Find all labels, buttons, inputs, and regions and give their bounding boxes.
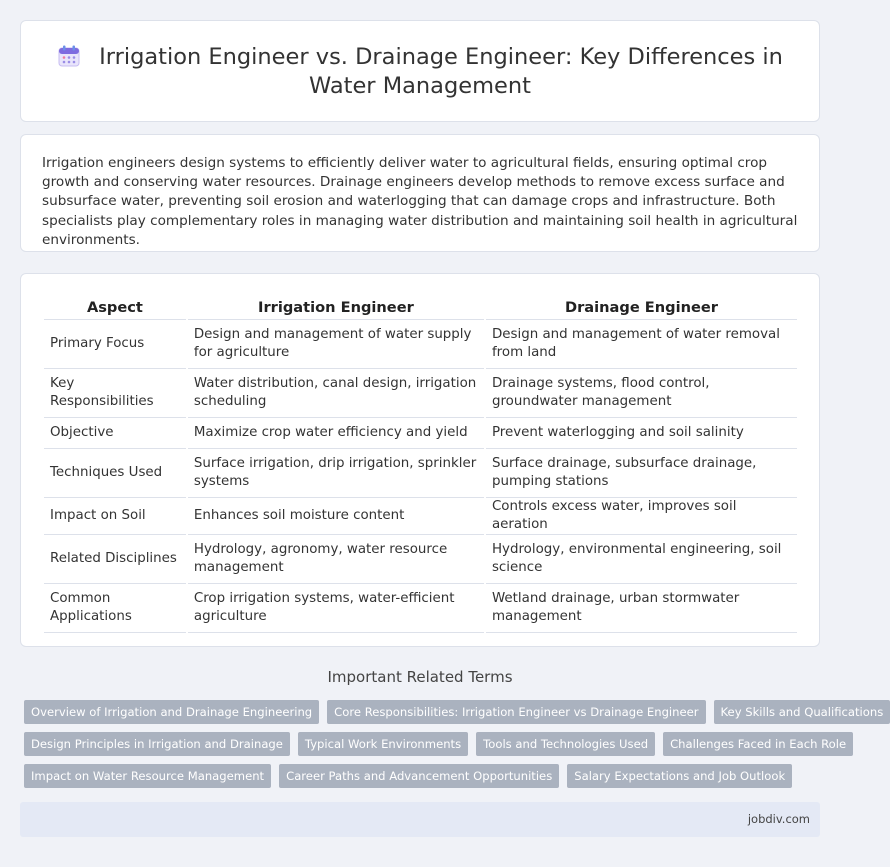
row-drainage: Controls excess water, improves soil aeration	[486, 498, 797, 535]
table-row	[44, 584, 797, 633]
related-term-tag[interactable]: Overview of Irrigation and Drainage Engineering	[24, 700, 319, 724]
tag-row	[24, 700, 884, 724]
page-title	[41, 43, 799, 101]
table-row	[44, 498, 797, 535]
comparison-table	[42, 296, 799, 633]
row-aspect: Primary Focus	[44, 320, 186, 369]
row-irrigation: Water distribution, canal design, irrigation scheduling	[188, 369, 484, 418]
related-term-tag[interactable]: Challenges Faced in Each Role	[663, 732, 853, 756]
row-irrigation: Hydrology, agronomy, water resource management	[188, 535, 484, 584]
comparison-table-card	[20, 273, 820, 647]
intro-card	[20, 134, 820, 252]
footer-site-link[interactable]: jobdiv.com	[747, 812, 810, 826]
row-drainage: Surface drainage, subsurface drainage, pumping stations	[486, 449, 797, 498]
row-drainage: Wetland drainage, urban stormwater management	[486, 584, 797, 633]
row-aspect: Related Disciplines	[44, 535, 186, 584]
table-row	[44, 320, 797, 369]
title-wrap	[21, 43, 819, 101]
footer	[20, 802, 820, 837]
related-term-tag[interactable]: Key Skills and Qualifications	[714, 700, 890, 724]
row-irrigation: Maximize crop water efficiency and yield	[188, 418, 484, 449]
row-drainage: Design and management of water removal from land	[486, 320, 797, 369]
related-terms-heading: Important Related Terms	[327, 668, 513, 686]
row-aspect: Objective	[44, 418, 186, 449]
row-aspect: Techniques Used	[44, 449, 186, 498]
tag-row	[24, 764, 824, 788]
header-aspect: Aspect	[44, 296, 186, 320]
row-irrigation: Surface irrigation, drip irrigation, sprinkler systems	[188, 449, 484, 498]
calendar-icon	[57, 44, 81, 68]
row-aspect: Impact on Soil	[44, 498, 186, 535]
related-term-tag[interactable]: Core Responsibilities: Irrigation Engineer vs Drainage Engineer	[327, 700, 705, 724]
page-title-text: Irrigation Engineer vs. Drainage Engineer: Key Differences in Water Management	[99, 44, 783, 99]
table-header-row	[44, 296, 797, 320]
row-irrigation: Enhances soil moisture content	[188, 498, 484, 535]
related-term-tag[interactable]: Impact on Water Resource Management	[24, 764, 271, 788]
related-term-tag[interactable]: Design Principles in Irrigation and Drainage	[24, 732, 290, 756]
related-terms-tags	[24, 700, 884, 796]
title-card	[20, 20, 820, 122]
related-term-tag[interactable]: Career Paths and Advancement Opportunities	[279, 764, 559, 788]
header-irrigation-engineer: Irrigation Engineer	[188, 296, 484, 320]
row-aspect: Key Responsibilities	[44, 369, 186, 418]
row-aspect: Common Applications	[44, 584, 186, 633]
intro-paragraph: Irrigation engineers design systems to efficiently deliver water to agricultural fields, ensuring optimal crop growth and conserving water resources. Drainage engineers develop methods to remove excess surface and subsurface water, preventing soil erosion and waterlogging that can damage crops and infrastructure. Both specialists play complementary roles in managing water distribution and maintaining soil health in agricultural environments.	[42, 155, 798, 248]
row-irrigation: Design and management of water supply for agriculture	[188, 320, 484, 369]
table-row	[44, 535, 797, 584]
header-drainage-engineer: Drainage Engineer	[486, 296, 797, 320]
row-drainage: Hydrology, environmental engineering, soil science	[486, 535, 797, 584]
table-row	[44, 449, 797, 498]
row-irrigation: Crop irrigation systems, water-efficient agriculture	[188, 584, 484, 633]
row-drainage: Drainage systems, flood control, groundwater management	[486, 369, 797, 418]
related-term-tag[interactable]: Salary Expectations and Job Outlook	[567, 764, 792, 788]
related-term-tag[interactable]: Typical Work Environments	[298, 732, 468, 756]
table-row	[44, 369, 797, 418]
tag-row	[24, 732, 847, 756]
table-row	[44, 418, 797, 449]
related-term-tag[interactable]: Tools and Technologies Used	[476, 732, 655, 756]
row-drainage: Prevent waterlogging and soil salinity	[486, 418, 797, 449]
